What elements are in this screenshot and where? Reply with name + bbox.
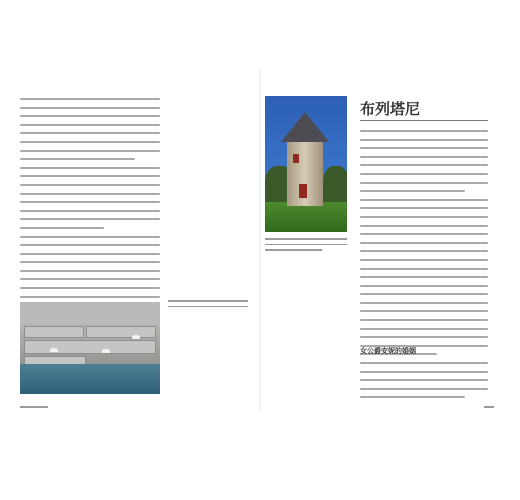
left-page-photo-caption [168, 300, 248, 311]
left-folio [20, 406, 48, 412]
chapter-heading: 布列塔尼 [360, 100, 421, 118]
right-page-body-text [360, 130, 488, 362]
right-page-body-text-2 [360, 362, 488, 405]
subheading: 女公爵安妮的婚姻 [360, 347, 416, 355]
tower-photo-caption [265, 238, 347, 255]
heading-rule [360, 120, 488, 121]
right-folio [484, 406, 494, 412]
tower-photo [265, 96, 347, 232]
gutter [259, 70, 261, 410]
salt-pans-photo [20, 302, 160, 394]
